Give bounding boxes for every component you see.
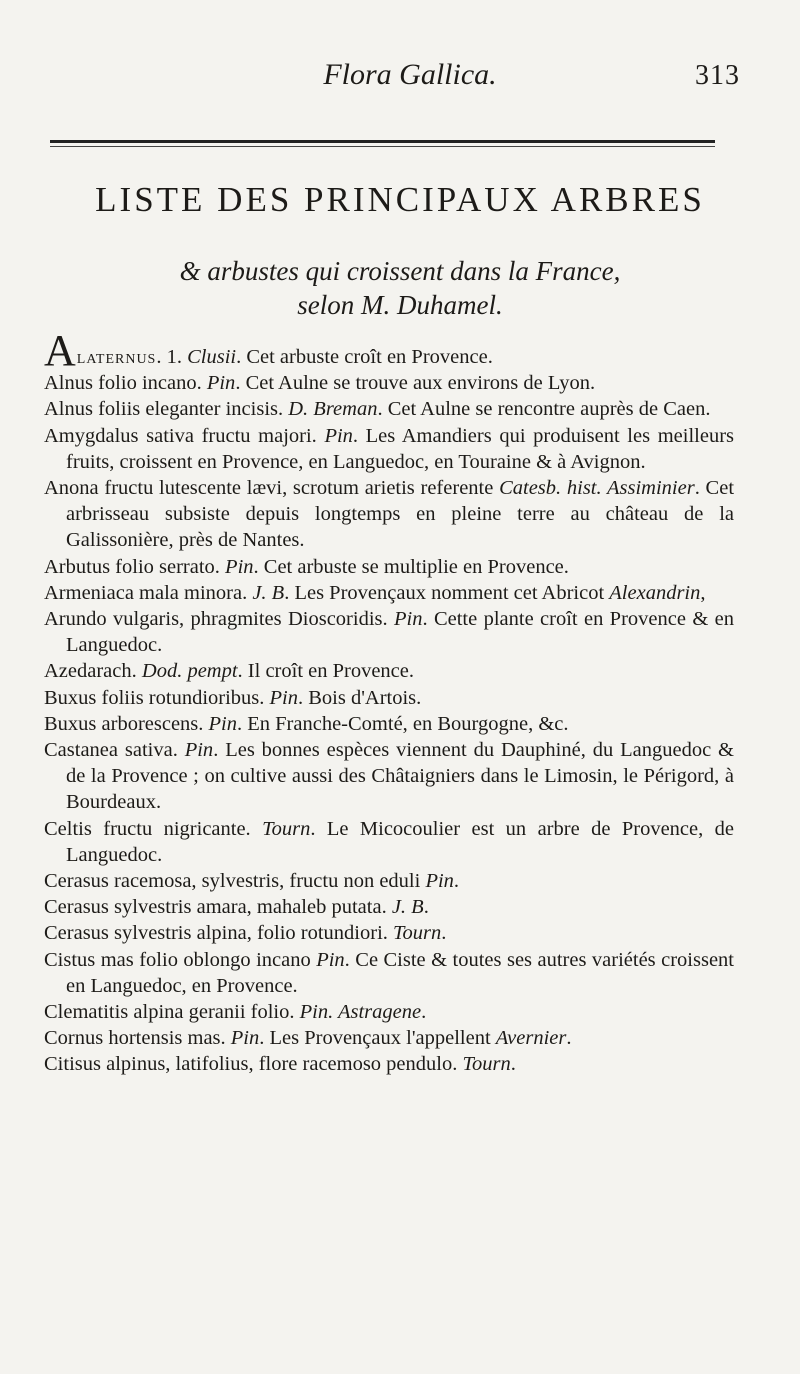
entry-text: laternus xyxy=(76,346,157,368)
entry-text: Clematitis alpina geranii folio. xyxy=(44,1001,300,1024)
entry-text: Pin. Astragene xyxy=(299,1001,422,1024)
entry-text: . Les Amandiers qui produisent les meilleurs fruits, croissent en Provence, en Languedoc, en Touraine & à Avignon. xyxy=(66,424,734,473)
list-item xyxy=(44,711,734,737)
entry-text: . Le Micocoulier est un arbre de Provence, de Languedoc. xyxy=(66,817,734,866)
entry-text: . Les bonnes espèces viennent du Dauphiné, du Languedoc & de la Provence ; on cultive aussi des Châtaigniers dans le Limosin, le Périgord, à Bourdeaux. xyxy=(66,739,735,814)
list-item xyxy=(44,326,734,375)
page-number: 313 xyxy=(695,60,740,91)
entry-text: Cornus hortensis mas. xyxy=(44,1027,231,1050)
list-item xyxy=(44,920,734,946)
entry-text: Alnus folio incano. xyxy=(44,372,207,395)
entry-text: Tourn xyxy=(262,817,311,840)
entry-text: Pin xyxy=(225,555,254,578)
list-item xyxy=(44,554,734,580)
entry-text: Arundo vulgaris, phragmites Dioscoridis. xyxy=(44,608,394,631)
list-item xyxy=(44,947,734,999)
entry-text: . Cette plante croît en Provence & en Languedoc. xyxy=(66,608,734,657)
entry-text: , xyxy=(700,581,706,604)
entry-text: Avernier xyxy=(495,1027,567,1050)
entry-text: . Les Provençaux l'appellent xyxy=(259,1027,496,1050)
list-item xyxy=(44,737,734,816)
list-item xyxy=(44,868,734,894)
running-head xyxy=(40,58,760,98)
running-title: Flora Gallica. xyxy=(323,58,497,91)
entry-text: Buxus arborescens. xyxy=(44,712,209,735)
list-item xyxy=(44,999,734,1025)
list-item xyxy=(44,580,734,606)
entry-text: Citisus alpinus, latifolius, flore racemoso pendulo. xyxy=(44,1053,463,1076)
entry-text: Buxus foliis rotundioribus. xyxy=(44,686,270,709)
list-item xyxy=(44,370,734,396)
entry-text: Armeniaca mala minora. xyxy=(44,581,253,604)
entry-text: Pin xyxy=(230,1027,260,1050)
entry-text: Alnus foliis eleganter incisis. xyxy=(44,398,289,421)
entry-text: Pin xyxy=(269,686,298,709)
entry-text: . Les Provençaux nomment cet Abricot xyxy=(284,581,610,604)
entry-text: Amygdalus sativa fructu majori. xyxy=(44,424,325,447)
entry-text: Pin xyxy=(184,739,214,762)
list-item xyxy=(44,816,734,868)
entry-text: . Cet arbuste croît en Provence. xyxy=(236,346,493,368)
list-item xyxy=(44,685,734,711)
entry-text: Azedarach. xyxy=(44,660,142,683)
entry-text: . 1. xyxy=(156,346,188,368)
entry-text: Dod. pempt xyxy=(141,660,238,683)
entry-text: D. Breman xyxy=(288,398,378,421)
entry-text: . xyxy=(566,1027,572,1050)
section-subheading-line-2: selon M. Duhamel. xyxy=(297,290,503,320)
entry-text: . Ce Ciste & toutes ses autres variétés croissent en Languedoc, en Provence. xyxy=(66,948,734,997)
entry-text: Tourn xyxy=(393,922,442,945)
list-item xyxy=(44,606,734,658)
entry-text: . Cet Aulne se rencontre auprès de Caen. xyxy=(377,398,711,421)
entry-text: . xyxy=(453,870,460,893)
entry-text: . xyxy=(441,922,447,945)
entry-text: Pin xyxy=(208,712,237,735)
entry-text: Pin xyxy=(394,608,423,631)
entry-text: . Cet arbrisseau subsiste depuis longtemps en pleine terre au château de la Galissonière, près de Nantes. xyxy=(66,477,735,552)
drop-cap: A xyxy=(44,326,76,375)
entry-text: Catesb. hist. Assiminier xyxy=(499,477,695,500)
entry-text: . Cet Aulne se trouve aux environs de Lyon. xyxy=(235,372,596,395)
header-rule xyxy=(50,140,715,143)
entry-text: . En Franche-Comté, en Bourgogne, &c. xyxy=(237,712,569,735)
entry-text: Cerasus sylvestris alpina, folio rotundiori. xyxy=(44,922,394,945)
entry-text: Anona fructu lutescente lævi, scrotum arietis referente xyxy=(44,477,500,500)
entry-text: J. B xyxy=(391,896,424,919)
entry-text: Cistus mas folio oblongo incano xyxy=(44,948,317,971)
entry-text: Tourn xyxy=(462,1053,511,1076)
entry-text: Arbutus folio serrato. xyxy=(44,555,226,578)
entry-text: . Il croît en Provence. xyxy=(237,660,415,683)
plant-list xyxy=(44,326,735,1078)
entry-text: Celtis fructu nigricante. xyxy=(44,817,263,840)
entry-text: Pin xyxy=(425,870,454,893)
entry-text: . xyxy=(510,1053,516,1076)
list-item xyxy=(44,1051,734,1077)
list-item xyxy=(44,658,734,684)
entry-text: J. B xyxy=(252,581,285,604)
entry-text: . xyxy=(423,896,429,919)
list-item xyxy=(44,423,734,475)
entry-text: Pin xyxy=(324,424,353,447)
entry-text: Alexandrin xyxy=(609,581,701,604)
list-item xyxy=(44,475,734,554)
entry-text: Pin xyxy=(316,948,345,971)
section-heading: LISTE DES PRINCIPAUX ARBRES xyxy=(95,180,705,219)
list-item xyxy=(44,1025,734,1051)
entry-text: . Cet arbuste se multiplie en Provence. xyxy=(253,555,569,578)
entry-text: . Bois d'Artois. xyxy=(297,686,422,709)
entry-text: Clusii xyxy=(187,346,237,368)
entry-text: Pin xyxy=(206,372,236,395)
list-item xyxy=(44,396,734,422)
entry-text: . xyxy=(421,1001,427,1024)
entry-text: Castanea sativa. xyxy=(44,739,185,762)
list-item xyxy=(44,894,734,920)
section-subheading-line-1: & arbustes qui croissent dans la France, xyxy=(179,256,621,286)
entry-text: Cerasus racemosa, sylvestris, fructu non eduli xyxy=(44,870,426,893)
entry-text: Cerasus sylvestris amara, mahaleb putata. xyxy=(44,896,392,919)
